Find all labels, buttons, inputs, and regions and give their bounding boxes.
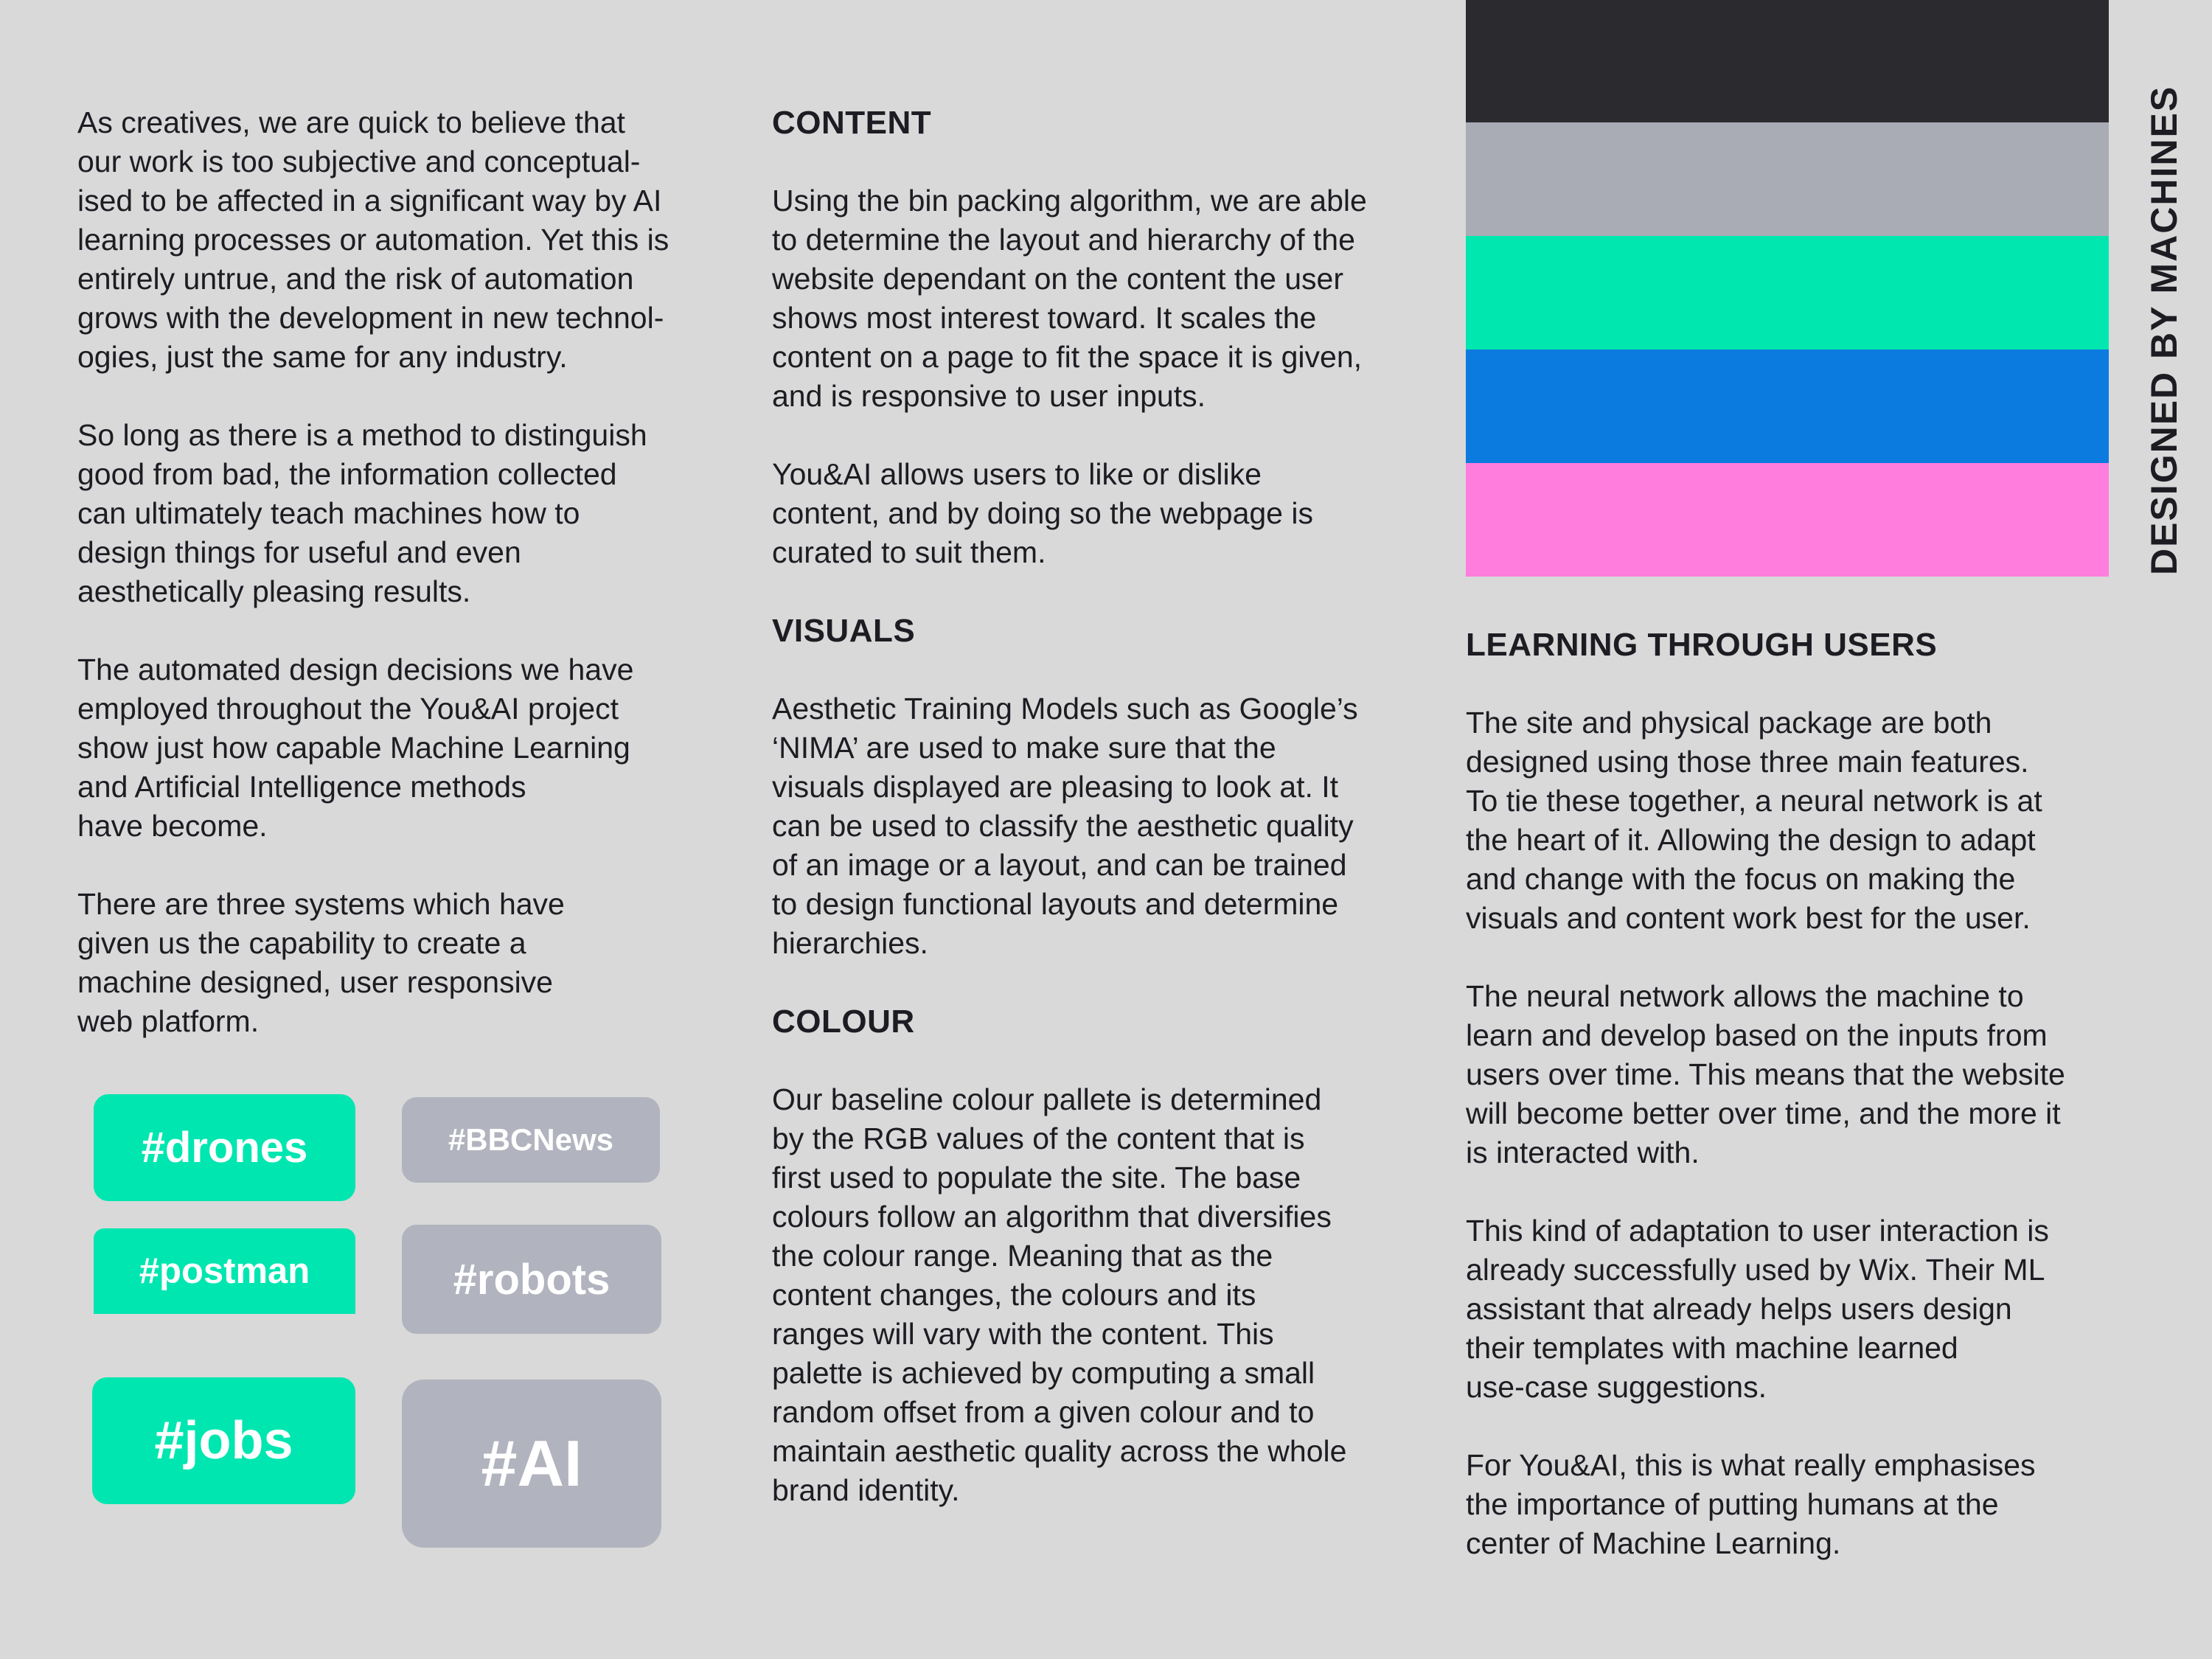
learning-heading: LEARNING THROUGH USERS xyxy=(1466,627,1938,663)
hashtag-bbcnews[interactable]: #BBCNews xyxy=(402,1097,660,1183)
colour-palette xyxy=(1466,0,2109,577)
method-paragraph: So long as there is a method to distinguish good from bad, the information collected can ultimately teach machines how to design things for useful and even aesthetically pleasing results. xyxy=(77,418,647,608)
visuals-heading: VISUALS xyxy=(772,613,916,649)
hashtag-jobs[interactable]: #jobs xyxy=(92,1377,355,1504)
intro-paragraph: As creatives, we are quick to believe that our work is too subjective and conceptual- ised to be affected in a significant way by AI learning processes or automation. Yet this is entirely untrue, and the risk of automation grows with the development in new technol- ogies, just the same for any industry. xyxy=(77,105,669,374)
middle-column xyxy=(772,103,1465,1549)
left-column xyxy=(77,103,756,1080)
hashtag-robots[interactable]: #robots xyxy=(402,1225,661,1334)
hashtag-postman[interactable]: #postman xyxy=(94,1228,355,1314)
content-paragraph: Using the bin packing algorithm, we are able to determine the layout and hierarchy of the website dependant on the content the user shows most interest toward. It scales the content on a page to fit the space it is given, and is responsive to user inputs. xyxy=(772,184,1367,413)
content-paragraph-2: You&AI allows users to like or dislike content, and by doing so the webpage is curated to suit them. xyxy=(772,457,1313,569)
hashtag-drones[interactable]: #drones xyxy=(94,1094,355,1201)
visuals-paragraph: Aesthetic Training Models such as Google’s ‘NIMA’ are used to make sure that the visuals displayed are pleasing to look at. It can be used to classify the aesthetic quality of an image or a layout, and can be trained to design functional layouts and determine hierarchies. xyxy=(772,692,1358,960)
learning-paragraph-3: This kind of adaptation to user interaction is already successfully used by Wix. Their ML assistant that already helps users design their templates with machine learned use-case suggestions. xyxy=(1466,1214,2049,1404)
learning-paragraph-1: The site and physical package are both designed using those three main features. To tie these together, a neural network is at the heart of it. Allowing the design to adapt and change with the focus on making the visuals and content work best for the user. xyxy=(1466,706,2042,935)
palette-swatch-grey xyxy=(1466,122,2109,236)
colour-paragraph: Our baseline colour pallete is determined by the RGB values of the content that is first used to populate the site. The base colours follow an algorithm that diversifies the colour range. Meaning that as the content changes, the colours and its ranges will vary with the content. This palette is achieved by computing a small random offset from a given colour and to maintain aesthetic quality across the whole brand identity. xyxy=(772,1082,1347,1507)
hashtag-ai[interactable]: #AI xyxy=(402,1380,661,1548)
right-column xyxy=(1466,625,2159,1602)
palette-swatch-dark xyxy=(1466,0,2109,122)
learning-paragraph-4: For You&AI, this is what really emphasises the importance of putting humans at the center of Machine Learning. xyxy=(1466,1448,2036,1560)
palette-swatch-green xyxy=(1466,236,2109,349)
colour-heading: COLOUR xyxy=(772,1004,915,1040)
content-heading: CONTENT xyxy=(772,105,932,141)
systems-paragraph: There are three systems which have given us the capability to create a machine designed, user responsive web platform. xyxy=(77,887,565,1038)
palette-swatch-pink xyxy=(1466,463,2109,577)
project-paragraph: The automated design decisions we have employed throughout the You&AI project show just how capable Machine Learning and Artificial Intelligence methods have become. xyxy=(77,653,634,843)
side-title: DESIGNED BY MACHINES xyxy=(2143,85,2185,575)
palette-swatch-blue xyxy=(1466,349,2109,463)
learning-paragraph-2: The neural network allows the machine to learn and develop based on the inputs from users over time. This means that the website will become better over time, and the more it is interacted with. xyxy=(1466,979,2065,1169)
